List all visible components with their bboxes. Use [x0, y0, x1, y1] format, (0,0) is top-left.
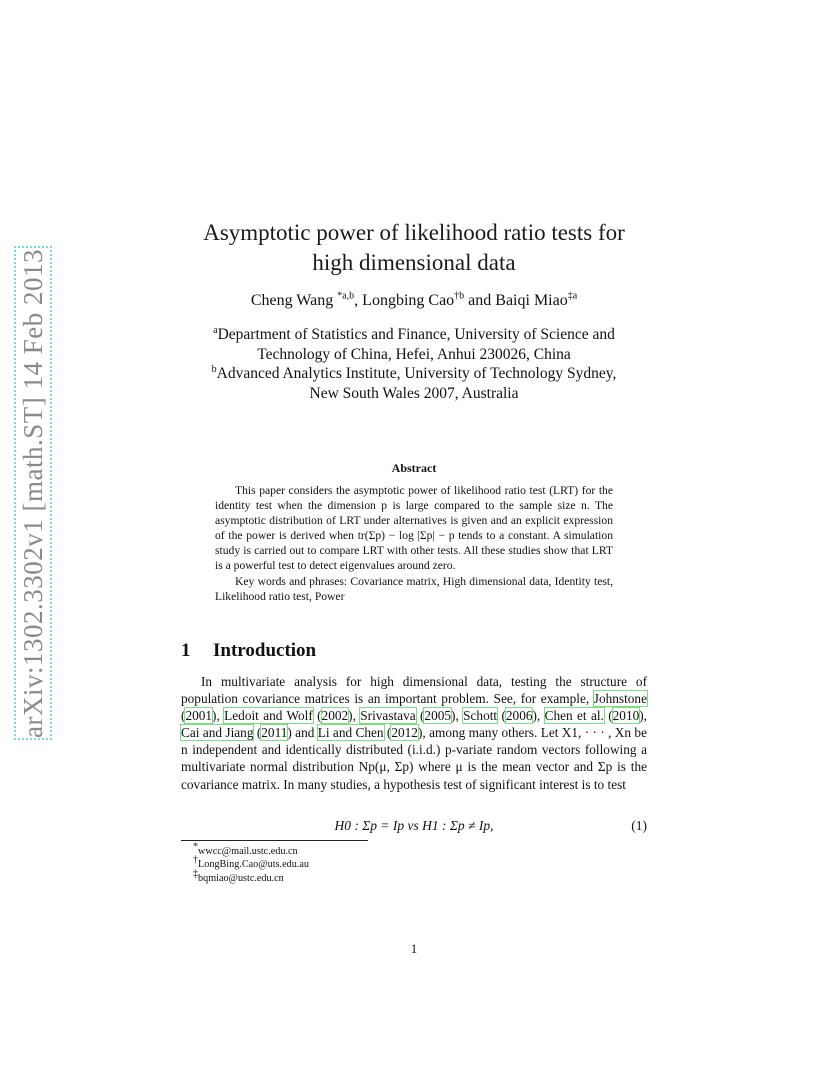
- citation-year-link[interactable]: 2001: [185, 708, 213, 724]
- citation-year-link[interactable]: 2012: [391, 725, 418, 741]
- affiliation-b-mark: b: [211, 363, 217, 375]
- affiliation-b-text: Advanced Analytics Institute, University of Technology Sydney,: [216, 365, 617, 382]
- equation-1: [181, 818, 647, 836]
- footnote-mark: *: [193, 841, 198, 853]
- affiliation-b-line-1: [0, 364, 828, 384]
- author-3-mark: ‡a: [567, 290, 578, 302]
- intro-text: (: [497, 708, 506, 724]
- abstract-heading: Abstract: [391, 461, 437, 475]
- citation-year-link[interactable]: 2005: [424, 708, 452, 724]
- footnote-rule: [181, 840, 368, 841]
- affiliation-a-mark: a: [213, 324, 218, 336]
- affiliation-a-line-2: Technology of China, Hefei, Anhui 230026, China: [257, 345, 571, 363]
- footnote-item: [193, 854, 309, 871]
- footnote-mark: †: [193, 854, 198, 866]
- affiliation-b-line-2: New South Wales 2007, Australia: [309, 384, 519, 402]
- intro-text: (: [415, 708, 425, 724]
- intro-text: (: [383, 725, 392, 741]
- intro-text: ),: [532, 708, 545, 724]
- citation-link[interactable]: Srivastava: [360, 708, 416, 724]
- author-1: Cheng Wang: [250, 292, 338, 309]
- footnote-text: wwcc@mail.ustc.edu.cn: [198, 846, 298, 857]
- intro-text: (: [312, 708, 322, 724]
- author-3: and Baiqi Miao: [464, 292, 568, 309]
- abstract-body: [215, 483, 613, 604]
- intro-text: ),: [348, 708, 361, 724]
- citation-link[interactable]: Schott: [463, 708, 498, 724]
- title-line-1: Asymptotic power of likelihood ratio tests for: [203, 220, 625, 245]
- intro-text: ), among many others. Let X1, · · · , Xn be n independent and identically distributed (i.i.d.) p-variate random vectors following a multivariate normal distribution Np(μ, Σp) where μ is the mean vector and Σp is the covariance matrix. In many studies, a hypothesis test of significant interest is to test: [181, 725, 647, 792]
- citation-link[interactable]: Li and Chen: [317, 725, 384, 741]
- affiliations: [0, 325, 828, 403]
- arxiv-stamp-text: arXiv:1302.3302v1 [math.ST] 14 Feb 2013: [17, 248, 48, 738]
- intro-text: (: [253, 725, 262, 741]
- author-1-mark: *a,b: [337, 290, 355, 302]
- citation-link[interactable]: Cai and Jiang: [181, 725, 254, 741]
- citation-link[interactable]: Johnstone: [593, 691, 647, 707]
- citation-year-link[interactable]: 2006: [505, 708, 533, 724]
- intro-text: (: [603, 708, 613, 724]
- intro-text: ),: [639, 708, 648, 724]
- citation-year-link[interactable]: 2010: [612, 708, 640, 724]
- affiliation-a-text: Department of Statistics and Finance, University of Science and: [217, 326, 615, 343]
- intro-text: ),: [451, 708, 464, 724]
- intro-text: (: [181, 708, 186, 724]
- footnote-item: [193, 868, 309, 885]
- footnotes: [193, 841, 309, 885]
- citation-year-link[interactable]: 2011: [261, 725, 288, 741]
- citation-link[interactable]: Chen et al.: [544, 708, 604, 724]
- introduction-body: [181, 673, 647, 793]
- affiliation-a-line-1: [0, 325, 828, 345]
- intro-text: ),: [212, 708, 225, 724]
- title-line-2: high dimensional data: [312, 250, 516, 275]
- paper-title: [0, 218, 828, 278]
- citation-link[interactable]: Ledoit and Wolf: [224, 708, 313, 724]
- abstract-text: This paper considers the asymptotic power of likelihood ratio test (LRT) for the identity test when the dimension p is large compared to the sample size n. The asymptotic distribution of LRT under alternatives is given and an explicit expression of the power is derived when tr(Σp) − log |Σp| − p tends to a constant. A simulation study is carried out to compare LRT with other tests. All these studies show that LRT is a powerful test to detect eigenvalues around zero.: [215, 484, 613, 573]
- footnote-text: LongBing.Cao@uts.edu.au: [198, 859, 309, 871]
- equation-number: (1): [631, 818, 647, 833]
- keywords: Key words and phrases: Covariance matrix, High dimensional data, Identity test, Likelihood ratio test, Power: [215, 574, 613, 603]
- equation-text: H0 : Σp = Ip vs H1 : Σp ≠ Ip,: [334, 818, 494, 833]
- citation-year-link[interactable]: 2002: [321, 708, 349, 724]
- section-heading: [181, 640, 316, 662]
- arxiv-stamp: [14, 246, 52, 740]
- section-number: 1: [181, 640, 191, 661]
- section-title: Introduction: [213, 640, 317, 661]
- author-list: [0, 291, 828, 311]
- intro-text: ) and: [287, 725, 318, 741]
- intro-paragraph: [181, 673, 647, 793]
- page-number: 1: [410, 941, 418, 956]
- footnote-mark: ‡: [193, 868, 198, 880]
- intro-text: In multivariate analysis for high dimensional data, testing the structure of population covariance matrices is an important problem. See, for example,: [181, 674, 647, 707]
- author-2-mark: †b: [454, 290, 465, 302]
- author-2: , Longbing Cao: [354, 292, 455, 309]
- footnote-item: [193, 841, 309, 858]
- footnote-text: bqmiao@ustc.edu.cn: [198, 872, 284, 884]
